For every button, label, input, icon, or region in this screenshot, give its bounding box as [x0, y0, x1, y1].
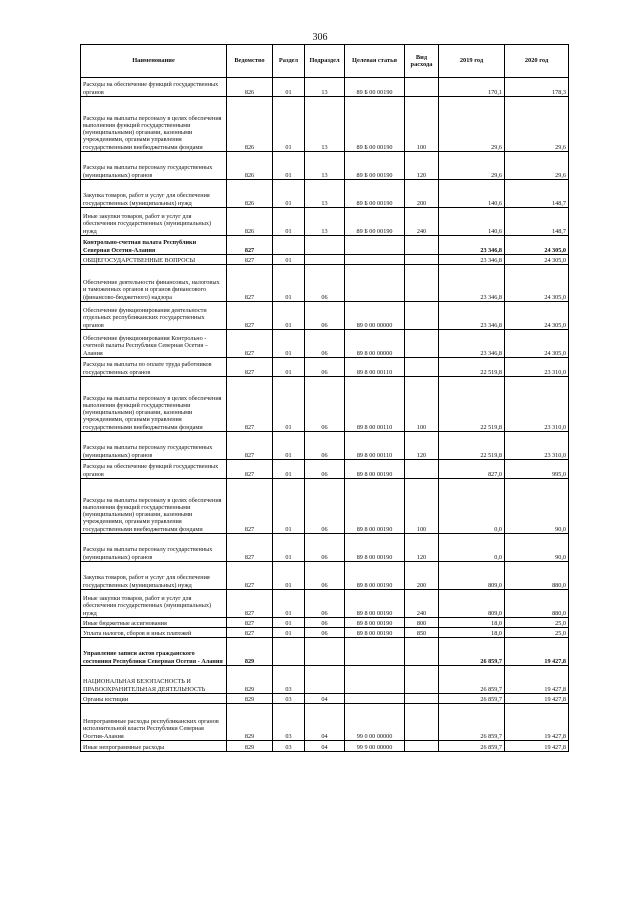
cell-exp-type: [405, 255, 439, 265]
cell-exp-type: 120: [405, 432, 439, 460]
col-header-section: Раздел: [273, 45, 305, 78]
cell-name: Закупка товаров, работ и услуг для обеспечения государственных (муниципальных) нужд: [81, 562, 227, 590]
table-row: [81, 562, 569, 590]
cell-subsection: 06: [305, 460, 345, 479]
cell-name: Расходы на выплаты персоналу государственных (муниципальных) органов: [81, 152, 227, 180]
cell-dept: 826: [227, 152, 273, 180]
cell-dept: 827: [227, 377, 273, 432]
cell-target: 89 8 00 00110: [345, 377, 405, 432]
col-header-2019: 2019 год: [439, 45, 505, 78]
cell-2019: 26 859,7: [439, 741, 505, 752]
cell-2019: 26 859,7: [439, 694, 505, 704]
cell-target: 89 8 00 00190: [345, 460, 405, 479]
table-row: [81, 265, 569, 302]
table-row: [81, 302, 569, 330]
cell-section: 01: [273, 152, 305, 180]
cell-section: 03: [273, 704, 305, 741]
cell-subsection: 06: [305, 628, 345, 638]
cell-name: Иные закупки товаров, работ и услуг для обеспечения государственных (муниципальных) нужд: [81, 590, 227, 618]
cell-exp-type: 200: [405, 180, 439, 208]
cell-2019: 23 346,8: [439, 330, 505, 358]
cell-subsection: [305, 236, 345, 255]
cell-exp-type: [405, 666, 439, 694]
cell-name: Расходы на выплаты персоналу в целях обеспечения выполнения функций государственными (муниципальными) органами, казенными учреждениями, органами управления государственными внебюджетными фондами: [81, 377, 227, 432]
table-row: [81, 152, 569, 180]
cell-dept: 829: [227, 694, 273, 704]
cell-2020: 24 305,0: [505, 236, 569, 255]
cell-name: Контрольно-счетная палата Республики Северная Осетия-Алания: [81, 236, 227, 255]
cell-2020: 23 310,0: [505, 432, 569, 460]
cell-2020: 880,0: [505, 562, 569, 590]
table-row: [81, 741, 569, 752]
cell-2019: 809,0: [439, 562, 505, 590]
cell-dept: 827: [227, 432, 273, 460]
cell-subsection: 13: [305, 208, 345, 236]
cell-2020: 29,6: [505, 152, 569, 180]
cell-name: Расходы на выплаты персоналу государственных (муниципальных) органов: [81, 534, 227, 562]
cell-exp-type: [405, 236, 439, 255]
cell-dept: 827: [227, 618, 273, 628]
cell-2019: 29,6: [439, 97, 505, 152]
table-row: [81, 666, 569, 694]
cell-2020: 23 310,0: [505, 358, 569, 377]
cell-subsection: [305, 255, 345, 265]
cell-name: Закупка товаров, работ и услуг для обеспечения государственных (муниципальных) нужд: [81, 180, 227, 208]
cell-exp-type: 100: [405, 377, 439, 432]
cell-2020: 995,0: [505, 460, 569, 479]
cell-section: 03: [273, 694, 305, 704]
cell-2019: 26 859,7: [439, 704, 505, 741]
cell-name: Расходы на обеспечение функций государственных органов: [81, 78, 227, 97]
cell-target: [345, 255, 405, 265]
cell-section: 03: [273, 741, 305, 752]
cell-dept: 827: [227, 534, 273, 562]
col-header-dept: Ведомство: [227, 45, 273, 78]
cell-name: Расходы на выплаты персоналу государственных (муниципальных) органов: [81, 432, 227, 460]
cell-2020: 90,0: [505, 479, 569, 534]
cell-exp-type: 800: [405, 618, 439, 628]
cell-2020: 24 305,0: [505, 255, 569, 265]
cell-name: Иные закупки товаров, работ и услуг для обеспечения государственных (муниципальных) нужд: [81, 208, 227, 236]
cell-subsection: 13: [305, 78, 345, 97]
cell-2019: 18,0: [439, 628, 505, 638]
cell-dept: 827: [227, 358, 273, 377]
cell-2020: 148,7: [505, 208, 569, 236]
cell-subsection: 06: [305, 358, 345, 377]
table-row: [81, 208, 569, 236]
cell-2020: 19 427,8: [505, 638, 569, 666]
cell-dept: 826: [227, 78, 273, 97]
cell-dept: 829: [227, 741, 273, 752]
cell-2019: 23 346,8: [439, 265, 505, 302]
cell-name: Иные непрограммные расходы: [81, 741, 227, 752]
cell-2020: 148,7: [505, 180, 569, 208]
cell-section: 01: [273, 330, 305, 358]
cell-section: 01: [273, 628, 305, 638]
cell-2019: 140,6: [439, 208, 505, 236]
cell-section: [273, 638, 305, 666]
cell-target: 89 8 00 00190: [345, 562, 405, 590]
cell-subsection: 13: [305, 180, 345, 208]
cell-dept: 826: [227, 208, 273, 236]
col-header-exp-type: Вид расхода: [405, 45, 439, 78]
cell-dept: 829: [227, 638, 273, 666]
cell-dept: 827: [227, 236, 273, 255]
cell-name: Управление записи актов гражданского состояния Республики Северная Осетия - Алания: [81, 638, 227, 666]
cell-2020: 880,0: [505, 590, 569, 618]
cell-2020: 19 427,8: [505, 741, 569, 752]
cell-target: 99 0 00 00000: [345, 704, 405, 741]
table-row: [81, 534, 569, 562]
cell-2020: 25,0: [505, 628, 569, 638]
cell-dept: 827: [227, 330, 273, 358]
cell-section: 01: [273, 534, 305, 562]
cell-subsection: 04: [305, 694, 345, 704]
table-row: [81, 460, 569, 479]
cell-exp-type: [405, 704, 439, 741]
cell-section: 01: [273, 97, 305, 152]
cell-target: 89 Б 00 00190: [345, 152, 405, 180]
cell-target: 89 8 00 00000: [345, 330, 405, 358]
cell-subsection: [305, 638, 345, 666]
cell-section: 01: [273, 432, 305, 460]
cell-2019: 22 519,8: [439, 358, 505, 377]
table-row: [81, 694, 569, 704]
cell-section: [273, 236, 305, 255]
cell-2019: 0,0: [439, 479, 505, 534]
cell-exp-type: [405, 358, 439, 377]
cell-target: 89 8 00 00190: [345, 628, 405, 638]
cell-2019: 18,0: [439, 618, 505, 628]
cell-2020: 29,6: [505, 97, 569, 152]
cell-subsection: 06: [305, 330, 345, 358]
cell-name: Расходы на обеспечение функций государственных органов: [81, 460, 227, 479]
cell-target: [345, 694, 405, 704]
cell-section: 01: [273, 460, 305, 479]
cell-name: Расходы на выплаты по оплате труда работников государственных органов: [81, 358, 227, 377]
cell-dept: 827: [227, 562, 273, 590]
cell-2019: 23 346,8: [439, 302, 505, 330]
table-row: [81, 377, 569, 432]
cell-section: 01: [273, 377, 305, 432]
cell-section: 01: [273, 562, 305, 590]
cell-subsection: [305, 666, 345, 694]
cell-subsection: 04: [305, 704, 345, 741]
cell-name: Уплата налогов, сборов и иных платежей: [81, 628, 227, 638]
cell-subsection: 06: [305, 618, 345, 628]
cell-target: 89 8 00 00110: [345, 432, 405, 460]
cell-section: 03: [273, 666, 305, 694]
cell-subsection: 06: [305, 590, 345, 618]
cell-exp-type: 120: [405, 534, 439, 562]
cell-dept: 826: [227, 97, 273, 152]
table-row: [81, 330, 569, 358]
cell-target: 89 8 00 00190: [345, 534, 405, 562]
cell-2020: 19 427,8: [505, 694, 569, 704]
cell-exp-type: [405, 78, 439, 97]
cell-exp-type: [405, 330, 439, 358]
table-row: [81, 628, 569, 638]
cell-exp-type: [405, 265, 439, 302]
cell-target: 89 Б 00 00190: [345, 208, 405, 236]
cell-section: 01: [273, 255, 305, 265]
cell-section: 01: [273, 265, 305, 302]
cell-subsection: 06: [305, 562, 345, 590]
col-header-name: Наименование: [81, 45, 227, 78]
cell-subsection: 13: [305, 97, 345, 152]
cell-dept: 827: [227, 265, 273, 302]
cell-2019: 26 859,7: [439, 666, 505, 694]
cell-section: 01: [273, 78, 305, 97]
cell-name: НАЦИОНАЛЬНАЯ БЕЗОПАСНОСТЬ И ПРАВООХРАНИТЕЛЬНАЯ ДЕЯТЕЛЬНОСТЬ: [81, 666, 227, 694]
table-header-row: [81, 45, 569, 78]
cell-2020: 178,3: [505, 78, 569, 97]
cell-subsection: 06: [305, 432, 345, 460]
cell-exp-type: 850: [405, 628, 439, 638]
table-row: [81, 180, 569, 208]
cell-dept: 829: [227, 666, 273, 694]
cell-2020: 24 305,0: [505, 330, 569, 358]
table-row: [81, 704, 569, 741]
cell-dept: 826: [227, 180, 273, 208]
cell-subsection: 06: [305, 377, 345, 432]
cell-name: Непрограммные расходы республиканских органов исполнительной власти Республики Северная Осетия-Алания: [81, 704, 227, 741]
cell-target: 89 0 00 00000: [345, 302, 405, 330]
cell-subsection: 06: [305, 265, 345, 302]
cell-exp-type: 100: [405, 97, 439, 152]
cell-target: 99 9 00 00000: [345, 741, 405, 752]
cell-exp-type: [405, 302, 439, 330]
cell-target: [345, 666, 405, 694]
cell-subsection: 06: [305, 302, 345, 330]
cell-exp-type: 240: [405, 590, 439, 618]
cell-2019: 26 859,7: [439, 638, 505, 666]
cell-exp-type: [405, 694, 439, 704]
cell-2019: 170,1: [439, 78, 505, 97]
cell-2020: 24 305,0: [505, 302, 569, 330]
cell-subsection: 13: [305, 152, 345, 180]
cell-dept: 827: [227, 302, 273, 330]
cell-section: 01: [273, 208, 305, 236]
cell-2019: 29,6: [439, 152, 505, 180]
cell-target: 89 Б 00 00190: [345, 97, 405, 152]
cell-2020: 19 427,8: [505, 704, 569, 741]
cell-name: Обеспечение функционирования Контрольно - счетной палаты Республики Северная Осетия – Алания: [81, 330, 227, 358]
cell-name: Иные бюджетные ассигнования: [81, 618, 227, 628]
cell-name: Обеспечение функционирования деятельности отдельных республиканских государственных органов: [81, 302, 227, 330]
cell-dept: 827: [227, 590, 273, 618]
cell-name: Расходы на выплаты персоналу в целях обеспечения выполнения функций государственными (муниципальными) органами, казенными учреждениями, органами управления государственными внебюджетными фондами: [81, 479, 227, 534]
cell-name: Органы юстиции: [81, 694, 227, 704]
col-header-subsection: Подраздел: [305, 45, 345, 78]
table-row: [81, 590, 569, 618]
cell-dept: 827: [227, 255, 273, 265]
table-row: [81, 236, 569, 255]
cell-section: 01: [273, 358, 305, 377]
cell-section: 01: [273, 479, 305, 534]
table-row: [81, 78, 569, 97]
table-row: [81, 432, 569, 460]
cell-section: 01: [273, 590, 305, 618]
cell-2020: 24 305,0: [505, 265, 569, 302]
table-row: [81, 97, 569, 152]
cell-exp-type: [405, 741, 439, 752]
cell-2019: 809,0: [439, 590, 505, 618]
table-row: [81, 638, 569, 666]
table-body: [81, 78, 569, 752]
cell-target: 89 8 00 00190: [345, 618, 405, 628]
table-row: [81, 479, 569, 534]
cell-target: [345, 638, 405, 666]
col-header-2020: 2020 год: [505, 45, 569, 78]
cell-exp-type: 120: [405, 152, 439, 180]
col-header-target: Целевая статья: [345, 45, 405, 78]
cell-subsection: 04: [305, 741, 345, 752]
cell-subsection: 06: [305, 534, 345, 562]
cell-target: [345, 265, 405, 302]
table-row: [81, 358, 569, 377]
cell-exp-type: 240: [405, 208, 439, 236]
cell-exp-type: [405, 638, 439, 666]
cell-section: 01: [273, 302, 305, 330]
cell-2019: 23 346,8: [439, 255, 505, 265]
cell-target: 89 Б 00 00190: [345, 78, 405, 97]
cell-section: 01: [273, 180, 305, 208]
cell-2019: 23 346,8: [439, 236, 505, 255]
cell-exp-type: [405, 460, 439, 479]
cell-dept: 829: [227, 704, 273, 741]
cell-2019: 22 519,8: [439, 432, 505, 460]
cell-2019: 827,0: [439, 460, 505, 479]
budget-table: [80, 44, 569, 752]
cell-dept: 827: [227, 479, 273, 534]
cell-dept: 827: [227, 460, 273, 479]
cell-2020: 25,0: [505, 618, 569, 628]
cell-target: [345, 236, 405, 255]
cell-2019: 140,6: [439, 180, 505, 208]
cell-2020: 90,0: [505, 534, 569, 562]
cell-exp-type: 200: [405, 562, 439, 590]
cell-2019: 22 519,8: [439, 377, 505, 432]
table-row: [81, 618, 569, 628]
cell-name: Расходы на выплаты персоналу в целях обеспечения выполнения функций государственными (муниципальными) органами, казенными учреждениями, органами управления государственными внебюджетными фондами: [81, 97, 227, 152]
page-number: 306: [312, 32, 328, 43]
cell-subsection: 06: [305, 479, 345, 534]
cell-2020: 23 310,0: [505, 377, 569, 432]
cell-name: Обеспечение деятельности финансовых, налоговых и таможенных органов и органов финансового (финансово-бюджетного) надзора: [81, 265, 227, 302]
cell-name: ОБЩЕГОСУДАРСТВЕННЫЕ ВОПРОСЫ: [81, 255, 227, 265]
cell-dept: 827: [227, 628, 273, 638]
cell-target: 89 8 00 00190: [345, 590, 405, 618]
cell-section: 01: [273, 618, 305, 628]
cell-2019: 0,0: [439, 534, 505, 562]
table-row: [81, 255, 569, 265]
cell-target: 89 8 00 00190: [345, 479, 405, 534]
cell-target: 89 8 00 00110: [345, 358, 405, 377]
cell-exp-type: 100: [405, 479, 439, 534]
cell-2020: 19 427,8: [505, 666, 569, 694]
cell-target: 89 Б 00 00190: [345, 180, 405, 208]
